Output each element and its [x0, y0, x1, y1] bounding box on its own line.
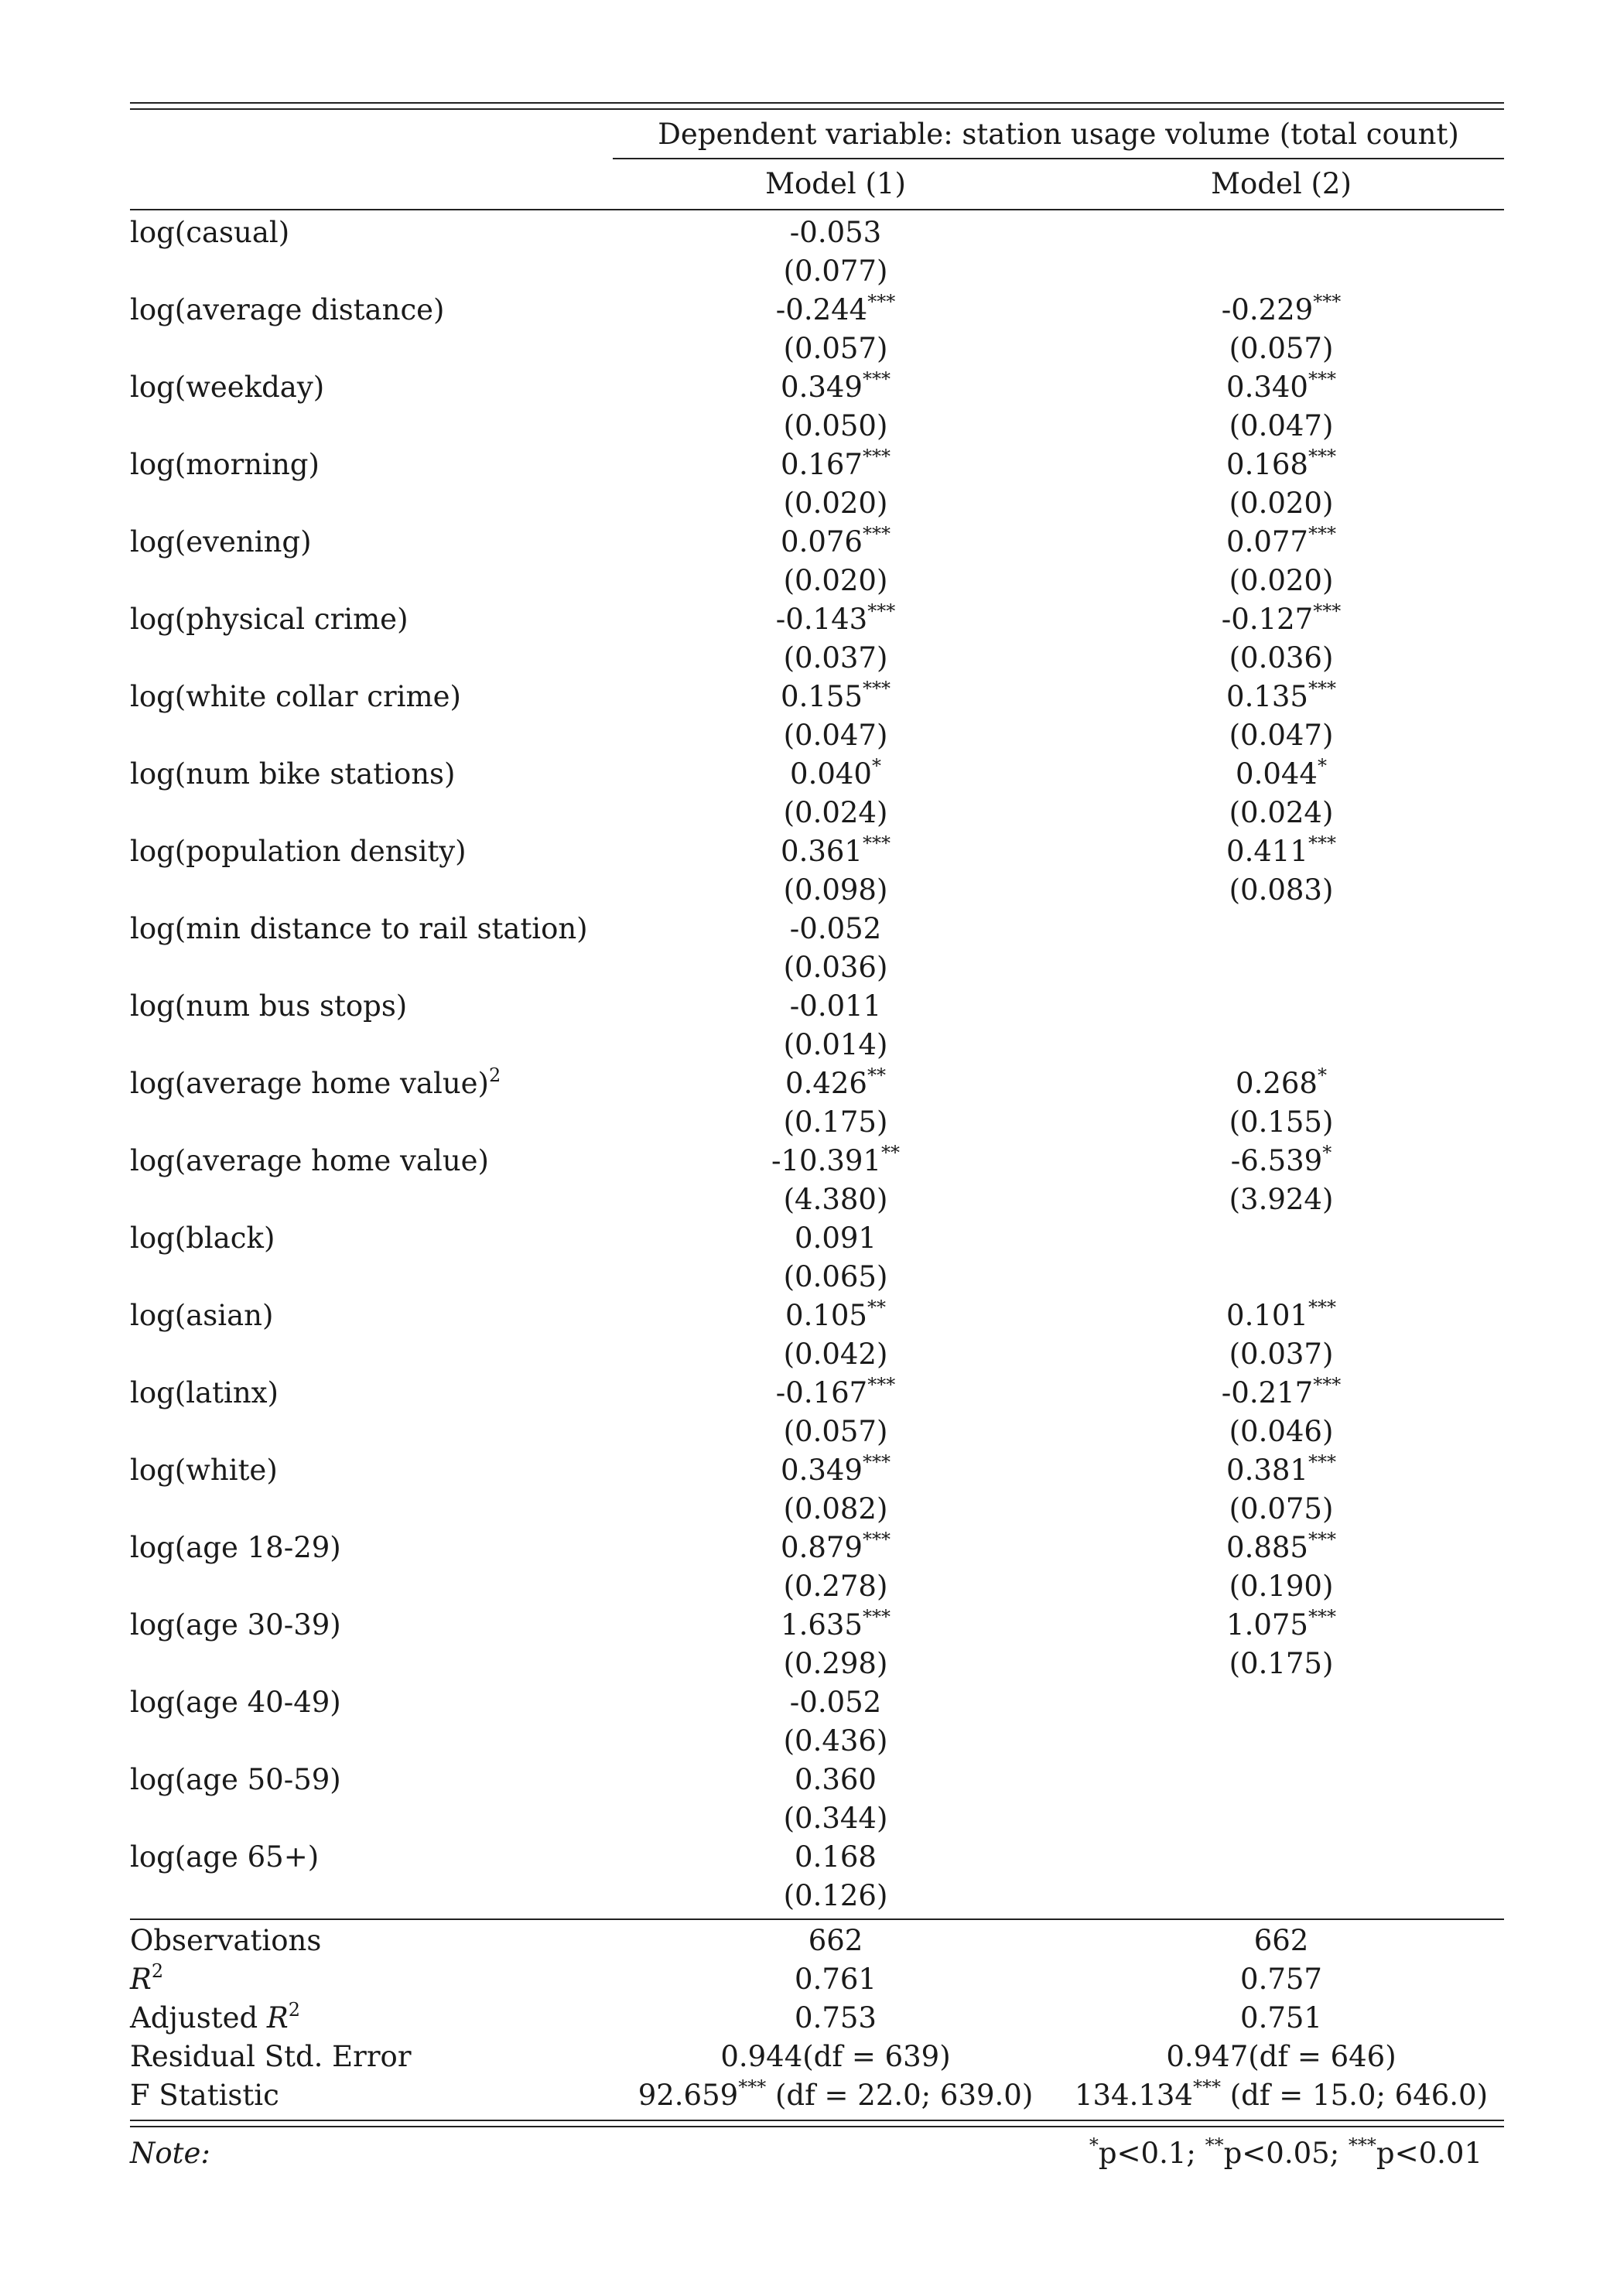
- model1-coef-value: 0.349: [781, 371, 863, 404]
- model1-coef-value: 0.155: [781, 680, 863, 713]
- coef-row: [130, 1683, 1504, 1722]
- se-row: [130, 1335, 1504, 1374]
- model1-coef-stars: ***: [867, 290, 896, 313]
- model1-coef-value: 1.635: [781, 1608, 863, 1642]
- coef-label: [130, 1064, 613, 1103]
- model1-coef-value: 0.167: [781, 448, 863, 481]
- coef-label: [130, 1219, 613, 1258]
- model2-stat: [1058, 1922, 1504, 1960]
- model2-coef-stars: ***: [1313, 290, 1342, 313]
- stat-row: [130, 1999, 1504, 2038]
- note-text: [613, 2134, 1504, 2173]
- coef-label: [130, 910, 613, 948]
- r-symbol: R: [266, 2001, 289, 2035]
- model2-se: (0.047): [1229, 409, 1334, 442]
- coef-label: [130, 214, 613, 252]
- model2-se: (0.037): [1229, 1338, 1334, 1371]
- model1-coef-value: 0.040: [790, 757, 872, 791]
- model1-coef-value: 0.879: [781, 1531, 863, 1564]
- se-row: [130, 948, 1504, 987]
- model1-coef: [613, 1838, 1058, 1877]
- model1-coef-stars: *: [871, 754, 881, 777]
- se-row: [130, 716, 1504, 755]
- model1-coef-stars: ***: [862, 367, 891, 390]
- model2-coef-value: -0.229: [1221, 293, 1314, 326]
- se-row: [130, 484, 1504, 523]
- coef-row: [130, 1064, 1504, 1103]
- coef-row: [130, 523, 1504, 562]
- stat-label: [130, 1922, 613, 1960]
- coef-label-text: log(population density): [130, 835, 467, 868]
- coef-label: [130, 1838, 613, 1877]
- model1-coef: [613, 1761, 1058, 1799]
- note-text3: p<0.01: [1376, 2137, 1482, 2170]
- model1-stat-stars: ***: [738, 2076, 767, 2098]
- coef-label: [130, 1606, 613, 1645]
- model2-coef: [1058, 755, 1504, 794]
- model1-coef: [613, 1219, 1058, 1258]
- model1-se: (4.380): [783, 1183, 888, 1216]
- model1-coef-stars: ***: [862, 522, 891, 545]
- model1-coef: [613, 1374, 1058, 1413]
- model1-coef-stars: ***: [862, 445, 891, 467]
- se-row: [130, 1490, 1504, 1529]
- model2-coef: [1058, 600, 1504, 639]
- model1-se: (0.050): [783, 409, 888, 442]
- coef-row: [130, 1606, 1504, 1645]
- model2-coef-stars: *: [1317, 754, 1327, 777]
- model2-coef-stars: ***: [1308, 677, 1336, 699]
- model1-coef-value: 0.349: [781, 1454, 863, 1487]
- model2-coef-value: 0.268: [1236, 1067, 1318, 1100]
- model2-coef-value: -6.539: [1230, 1144, 1323, 1177]
- model2-coef-value: 0.885: [1226, 1531, 1308, 1564]
- model1-coef: [613, 1297, 1058, 1335]
- coef-label-text: log(white collar crime): [130, 680, 461, 713]
- stat-row: [130, 1922, 1504, 1960]
- coef-row: [130, 1761, 1504, 1799]
- stat-label-text: F Statistic: [130, 2079, 279, 2112]
- model1-coef-stars: **: [867, 1064, 886, 1086]
- coef-label-text: log(latinx): [130, 1376, 279, 1409]
- model1-header: Model (1): [765, 167, 906, 200]
- stat-label: [130, 1960, 613, 1999]
- model1-se: (0.126): [783, 1879, 888, 1912]
- model2-se: (0.020): [1229, 564, 1334, 597]
- model1-stat-value: 92.659: [638, 2079, 739, 2112]
- model1-stat-value: 0.944(df = 639): [720, 2040, 951, 2073]
- model2-coef: [1058, 523, 1504, 562]
- model2-coef-value: 0.044: [1236, 757, 1318, 791]
- model1-coef-value: -10.391: [771, 1144, 881, 1177]
- model1-coef-value: 0.168: [795, 1840, 877, 1874]
- model2-se: (0.046): [1229, 1415, 1334, 1448]
- coef-row: [130, 1451, 1504, 1490]
- coef-label-text: log(average distance): [130, 293, 445, 326]
- model1-se: (0.047): [783, 719, 888, 752]
- model1-coef-stars: ***: [862, 1605, 891, 1628]
- se-row: [130, 1799, 1504, 1838]
- model1-se: (0.175): [783, 1105, 888, 1139]
- model2-se: (0.047): [1229, 719, 1334, 752]
- model2-stat-stars: ***: [1192, 2076, 1221, 2098]
- model2-se: (0.024): [1229, 796, 1334, 829]
- model2-coef-value: 0.135: [1226, 680, 1308, 713]
- model2-coef: [1058, 1374, 1504, 1413]
- coef-row: [130, 214, 1504, 252]
- model2-coef-stars: *: [1317, 1064, 1327, 1086]
- coef-label: [130, 368, 613, 407]
- model1-coef-value: -0.143: [775, 603, 868, 636]
- coef-row: [130, 678, 1504, 716]
- se-row: [130, 562, 1504, 600]
- model2-coef: [1058, 1606, 1504, 1645]
- model1-se: (0.057): [783, 1415, 888, 1448]
- model1-coef: [613, 832, 1058, 871]
- coef-label: [130, 1374, 613, 1413]
- model2-coef-stars: ***: [1313, 600, 1342, 622]
- model2-se: (3.924): [1229, 1183, 1334, 1216]
- coef-row: [130, 910, 1504, 948]
- coef-label-text: log(age 18-29): [130, 1531, 341, 1564]
- note-text1: p<0.1;: [1098, 2137, 1205, 2170]
- se-row: [130, 1413, 1504, 1451]
- coef-label: [130, 291, 613, 330]
- coef-label-text: log(morning): [130, 448, 320, 481]
- se-row: [130, 1258, 1504, 1297]
- model1-stat: [613, 2038, 1058, 2076]
- model1-stat: [613, 1960, 1058, 1999]
- note-star2: **: [1205, 2134, 1224, 2156]
- coef-label: [130, 678, 613, 716]
- coef-row: [130, 1529, 1504, 1567]
- coef-row: [130, 446, 1504, 484]
- se-row: [130, 1180, 1504, 1219]
- model2-se: (0.155): [1229, 1105, 1334, 1139]
- model2-coef-stars: ***: [1308, 1605, 1336, 1628]
- model1-se: (0.065): [783, 1260, 888, 1293]
- model1-coef: [613, 600, 1058, 639]
- model1-se: (0.020): [783, 564, 888, 597]
- model1-stat-value: 0.761: [795, 1963, 877, 1996]
- coef-label-text: log(age 50-59): [130, 1763, 341, 1796]
- model1-coef-value: 0.105: [785, 1299, 867, 1332]
- stat-row: [130, 2076, 1504, 2115]
- top-double-rule: [130, 102, 1504, 110]
- coef-label: [130, 1142, 613, 1180]
- model2-coef-stars: *: [1322, 1141, 1332, 1163]
- stat-label-sup: 2: [151, 1959, 164, 1982]
- coef-row: [130, 368, 1504, 407]
- coef-row: [130, 1374, 1504, 1413]
- coef-label-text: log(num bike stations): [130, 757, 456, 791]
- coef-label: [130, 1683, 613, 1722]
- se-row: [130, 639, 1504, 678]
- model2-coef: [1058, 1529, 1504, 1567]
- coef-label-text: log(white): [130, 1454, 278, 1487]
- coef-row: [130, 1838, 1504, 1877]
- dependent-variable-header: [130, 110, 1504, 158]
- model1-coef-value: -0.244: [775, 293, 868, 326]
- model1-coef: [613, 291, 1058, 330]
- model1-coef-stars: ***: [862, 677, 891, 699]
- coef-label-text: log(black): [130, 1221, 275, 1255]
- model2-stat-rest: (df = 15.0; 646.0): [1220, 2079, 1489, 2112]
- model2-coef-stars: ***: [1308, 445, 1336, 467]
- model1-se: (0.057): [783, 332, 888, 365]
- model2-coef: [1058, 678, 1504, 716]
- model1-coef-value: -0.011: [789, 989, 882, 1023]
- regression-table: [130, 102, 1504, 2177]
- coef-label: [130, 755, 613, 794]
- model1-se: (0.082): [783, 1492, 888, 1526]
- model1-coef: [613, 523, 1058, 562]
- model2-coef-value: 0.077: [1226, 525, 1308, 559]
- model1-coef: [613, 755, 1058, 794]
- model2-coef: [1058, 1064, 1504, 1103]
- coef-label-text: log(age 65+): [130, 1840, 320, 1874]
- model1-se: (0.020): [783, 487, 888, 520]
- note-star1: *: [1089, 2134, 1099, 2156]
- coef-row: [130, 1219, 1504, 1258]
- model1-coef-stars: ***: [862, 832, 891, 854]
- coef-row: [130, 755, 1504, 794]
- coef-label-text: log(average home value): [130, 1067, 489, 1100]
- coef-label-text: log(age 30-39): [130, 1608, 341, 1642]
- model1-se: (0.036): [783, 951, 888, 984]
- model1-coef-stars: **: [867, 1296, 886, 1318]
- coef-row: [130, 832, 1504, 871]
- coef-row: [130, 291, 1504, 330]
- model2-coef-value: 0.101: [1226, 1299, 1308, 1332]
- model2-coef: [1058, 1451, 1504, 1490]
- coef-label: [130, 1761, 613, 1799]
- model2-stat-value: 134.134: [1074, 2079, 1193, 2112]
- model2-coef-value: 0.340: [1226, 371, 1308, 404]
- model1-coef-value: 0.076: [781, 525, 863, 559]
- model2-header: Model (2): [1211, 167, 1352, 200]
- model1-coef-stars: ***: [867, 600, 896, 622]
- model1-se: (0.024): [783, 796, 888, 829]
- model2-se: (0.083): [1229, 873, 1334, 907]
- model1-coef-value: -0.053: [789, 216, 882, 249]
- stat-label: [130, 2076, 613, 2115]
- coef-label: [130, 446, 613, 484]
- model2-stat: [1058, 2076, 1504, 2115]
- model2-coef: [1058, 446, 1504, 484]
- note-text2: p<0.05;: [1223, 2137, 1349, 2170]
- model1-se: (0.042): [783, 1338, 888, 1371]
- model1-stat-value: 0.753: [795, 2001, 877, 2035]
- coef-row: [130, 600, 1504, 639]
- model1-coef: [613, 678, 1058, 716]
- coef-label-text: log(age 40-49): [130, 1686, 341, 1719]
- model2-coef-stars: ***: [1308, 1296, 1336, 1318]
- model1-stat: [613, 1999, 1058, 2038]
- model1-se: (0.344): [783, 1802, 888, 1835]
- model2-se: (0.020): [1229, 487, 1334, 520]
- stat-label-text: Observations: [130, 1924, 322, 1957]
- model1-coef: [613, 368, 1058, 407]
- model2-stat: [1058, 2038, 1504, 2076]
- model1-se: (0.098): [783, 873, 888, 907]
- se-row: [130, 1722, 1504, 1761]
- bottom-double-rule: [130, 2120, 1504, 2127]
- model2-coef: [1058, 832, 1504, 871]
- model2-coef-value: -0.217: [1221, 1376, 1314, 1409]
- model2-coef: [1058, 368, 1504, 407]
- model2-coef-stars: ***: [1308, 832, 1336, 854]
- coef-label: [130, 987, 613, 1026]
- se-row: [130, 1567, 1504, 1606]
- model2-stat: [1058, 1999, 1504, 2038]
- se-row: [130, 252, 1504, 291]
- stat-label-text: R: [130, 1963, 152, 1996]
- model2-coef: [1058, 291, 1504, 330]
- model2-coef-stars: ***: [1308, 522, 1336, 545]
- model1-coef: [613, 214, 1058, 252]
- model1-se: (0.436): [783, 1724, 888, 1758]
- model1-coef-value: 0.361: [781, 835, 863, 868]
- coefficient-body: [130, 210, 1504, 1918]
- se-row: [130, 1877, 1504, 1915]
- model1-coef-value: 0.426: [785, 1067, 867, 1100]
- model1-coef-stars: ***: [862, 1450, 891, 1473]
- coef-label-text: log(weekday): [130, 371, 325, 404]
- model-header-row: [130, 159, 1504, 209]
- model2-se: (0.075): [1229, 1492, 1334, 1526]
- se-row: [130, 871, 1504, 910]
- model1-se: (0.037): [783, 641, 888, 675]
- model1-stat: [613, 1922, 1058, 1960]
- model2-se: (0.190): [1229, 1570, 1334, 1603]
- coef-label-text: log(average home value): [130, 1144, 489, 1177]
- model2-coef-value: -0.127: [1221, 603, 1314, 636]
- model1-coef-stars: **: [880, 1141, 900, 1163]
- model2-coef-value: 0.381: [1226, 1454, 1308, 1487]
- coef-row: [130, 987, 1504, 1026]
- coef-label: [130, 1297, 613, 1335]
- model1-stat: [613, 2076, 1058, 2115]
- coef-label-text: log(casual): [130, 216, 290, 249]
- model2-coef-stars: ***: [1308, 1450, 1336, 1473]
- model1-coef-value: -0.167: [775, 1376, 868, 1409]
- coef-row: [130, 1142, 1504, 1180]
- dependent-variable-label: Dependent variable: station usage volume (total count): [658, 117, 1459, 151]
- stat-label: [130, 1999, 613, 2038]
- model2-coef: [1058, 1297, 1504, 1335]
- model2-coef-stars: ***: [1308, 367, 1336, 390]
- model1-coef-value: -0.052: [789, 912, 882, 945]
- coef-label-text: log(asian): [130, 1299, 274, 1332]
- model2-coef-value: 0.168: [1226, 448, 1308, 481]
- model1-coef-stars: ***: [862, 1528, 891, 1550]
- model2-stat: [1058, 1960, 1504, 1999]
- stat-label-sup: 2: [288, 1998, 301, 2021]
- model1-coef: [613, 910, 1058, 948]
- model2-se: (0.036): [1229, 641, 1334, 675]
- model2-stat-value: 0.757: [1240, 1963, 1322, 1996]
- stat-label: [130, 2038, 613, 2076]
- coef-row: [130, 1297, 1504, 1335]
- coef-label-text: log(physical crime): [130, 603, 409, 636]
- stat-label-text: Adjusted R: [130, 2001, 289, 2035]
- model1-coef: [613, 446, 1058, 484]
- model1-coef: [613, 1142, 1058, 1180]
- model1-coef-value: -0.052: [789, 1686, 882, 1719]
- coef-label: [130, 523, 613, 562]
- model1-se: (0.298): [783, 1647, 888, 1680]
- model1-coef: [613, 1683, 1058, 1722]
- model2-coef-stars: ***: [1313, 1373, 1342, 1396]
- model1-coef-value: 0.091: [795, 1221, 877, 1255]
- coef-label: [130, 832, 613, 871]
- se-row: [130, 330, 1504, 368]
- model1-stat-rest: (df = 22.0; 639.0): [766, 2079, 1034, 2112]
- coef-label-text: log(num bus stops): [130, 989, 408, 1023]
- statistics-body: [130, 1920, 1504, 2120]
- model1-se: (0.077): [783, 255, 888, 288]
- se-row: [130, 407, 1504, 446]
- model2-coef-stars: ***: [1308, 1528, 1336, 1550]
- stat-label-text: Residual Std. Error: [130, 2040, 412, 2073]
- model1-coef: [613, 1064, 1058, 1103]
- model1-coef-stars: ***: [867, 1373, 896, 1396]
- se-row: [130, 1645, 1504, 1683]
- model1-se: (0.014): [783, 1028, 888, 1061]
- model1-coef: [613, 1529, 1058, 1567]
- model2-stat-value: 0.947(df = 646): [1166, 2040, 1396, 2073]
- note-row: [130, 2130, 1504, 2177]
- se-row: [130, 1026, 1504, 1064]
- coef-label: [130, 600, 613, 639]
- stat-row: [130, 1960, 1504, 1999]
- coef-label-sup: 2: [488, 1064, 501, 1086]
- coef-label: [130, 1529, 613, 1567]
- model1-stat-value: 662: [808, 1924, 863, 1957]
- coef-label-text: log(min distance to rail station): [130, 912, 588, 945]
- model2-se: (0.057): [1229, 332, 1334, 365]
- note-star3: ***: [1348, 2134, 1376, 2156]
- coef-label-text: log(evening): [130, 525, 312, 559]
- model2-coef-value: 0.411: [1226, 835, 1308, 868]
- model1-coef: [613, 987, 1058, 1026]
- se-row: [130, 794, 1504, 832]
- se-row: [130, 1103, 1504, 1142]
- model2-stat-value: 0.751: [1240, 2001, 1322, 2035]
- model1-coef: [613, 1606, 1058, 1645]
- model2-se: (0.175): [1229, 1647, 1334, 1680]
- note-label: Note:: [130, 2137, 210, 2170]
- model2-coef-value: 1.075: [1226, 1608, 1308, 1642]
- model2-coef: [1058, 1142, 1504, 1180]
- model1-coef-value: 0.360: [795, 1763, 877, 1796]
- model1-se: (0.278): [783, 1570, 888, 1603]
- model1-coef: [613, 1451, 1058, 1490]
- coef-label: [130, 1451, 613, 1490]
- model2-stat-value: 662: [1253, 1924, 1309, 1957]
- stat-row: [130, 2038, 1504, 2076]
